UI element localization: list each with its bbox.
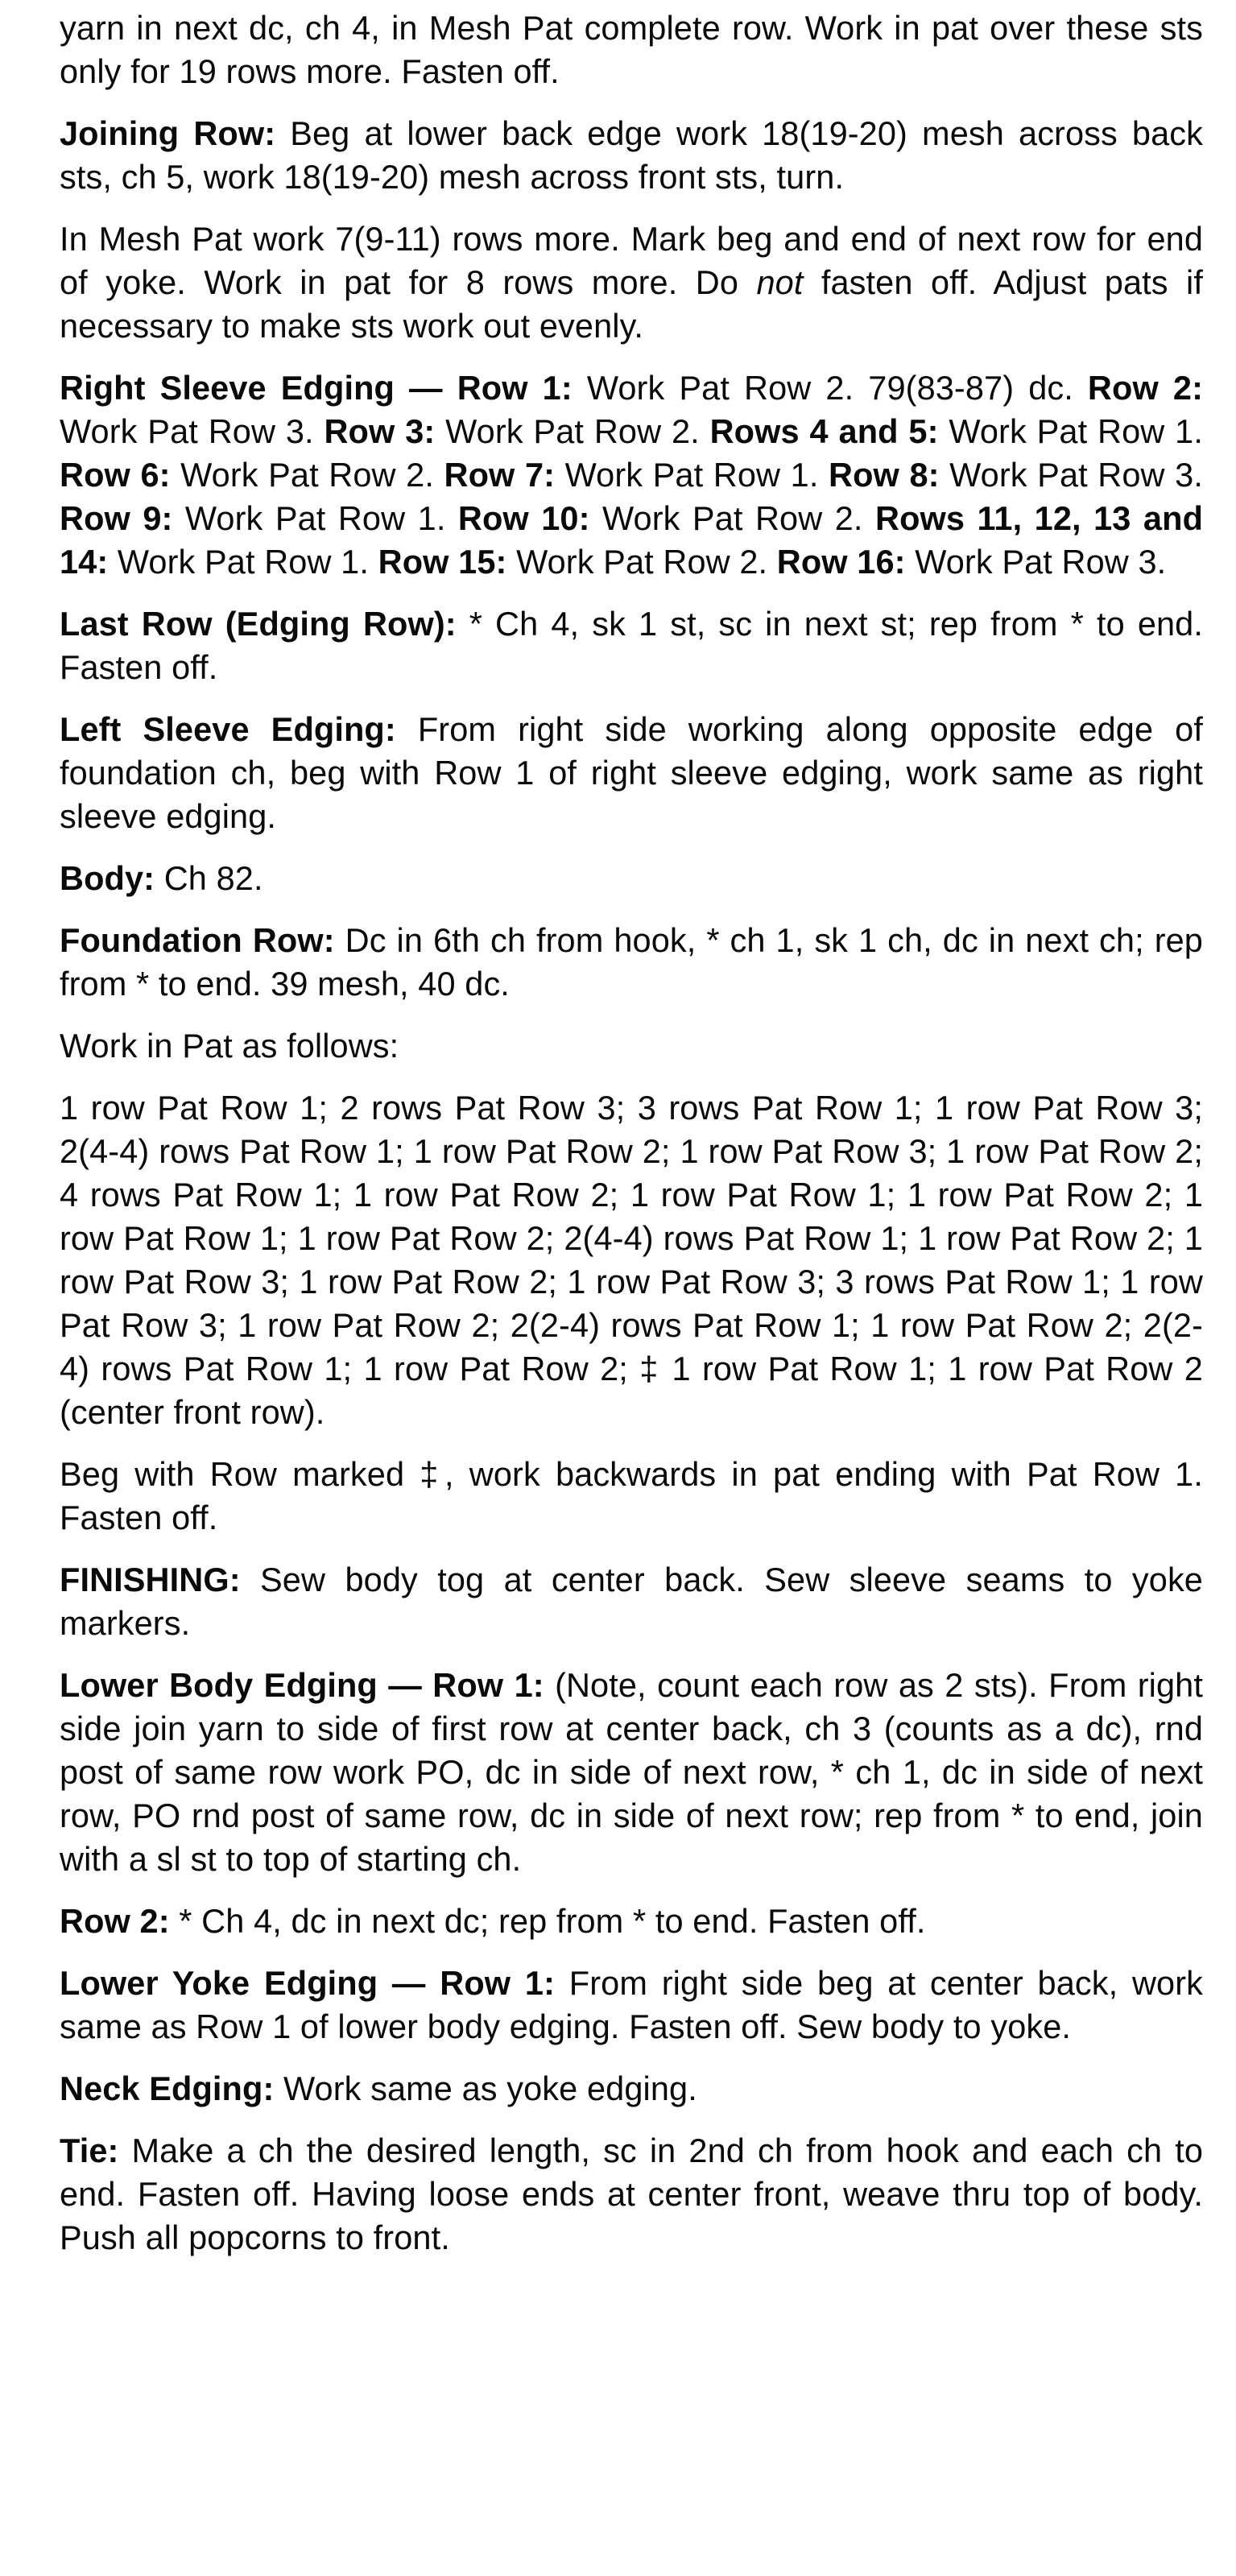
run-text: Work Pat Row 1. <box>108 543 378 581</box>
run-bold-heading: Body: <box>60 859 155 897</box>
run-text: Work Pat Row 3. <box>939 456 1203 494</box>
run-text: From right side beg at center back, work same as Row 1 of lower body edging. Fasten off. Sew body to yoke. <box>60 1964 1203 2045</box>
paragraph-right-sleeve-edging <box>60 366 1203 584</box>
run-text: (Note, count each row as 2 sts). From right side join yarn to side of first row at center back, ch 3 (counts as a dc), rnd post of same row work PO, dc in side of next row, * ch 1, dc in side of next row, PO rnd post of same row, dc in side of next row; rep from * to end, join with a sl st to top of starting ch. <box>60 1666 1203 1878</box>
run-bold-heading: Row 16: <box>776 543 906 581</box>
paragraph-lower-body-edging <box>60 1664 1203 1881</box>
run-bold-heading: Joining Row: <box>60 114 276 152</box>
run-text: Ch 82. <box>155 859 263 897</box>
run-text: Work Pat Row 2. 79(83-87) dc. <box>572 369 1088 407</box>
paragraph-mesh-continuation <box>60 6 1203 93</box>
run-text: Dc in 6th ch from hook, * ch 1, sk 1 ch, dc in next ch; rep from * to end. 39 mesh, 40 dc. <box>60 921 1203 1003</box>
run-text: * Ch 4, dc in next dc; rep from * to end. Fasten off. <box>169 1902 926 1940</box>
run-bold-heading: Lower Yoke Edging — Row 1: <box>60 1964 556 2002</box>
run-text: * Ch 4, sk 1 st, sc in next st; rep from * to end. Fasten off. <box>60 605 1203 686</box>
run-text: Work same as yoke edging. <box>274 2069 697 2107</box>
run-text: Work Pat Row 2. <box>506 543 777 581</box>
run-text: In Mesh Pat work 7(9-11) rows more. Mark beg and end of next row for end of yoke. Work in pat for 8 rows more. Do <box>60 220 1203 301</box>
run-bold-heading: Row 2: <box>1087 369 1203 407</box>
run-text: Work Pat Row 1. <box>555 456 829 494</box>
run-text: Work Pat Row 2. <box>589 499 875 537</box>
paragraph-neck-edging <box>60 2067 1203 2111</box>
run-bold-heading: Left Sleeve Edging: <box>60 710 396 748</box>
run-text: Beg at lower back edge work 18(19-20) mesh across back sts, ch 5, work 18(19-20) mesh across front sts, turn. <box>60 114 1203 196</box>
paragraph-lower-yoke-edging <box>60 1962 1203 2049</box>
run-text: Make a ch the desired length, sc in 2nd ch from hook and each ch to end. Fasten off. Having loose ends at center front, weave thru top of body. Push all popcorns to front. <box>60 2132 1203 2256</box>
run-text: Work Pat Row 1. <box>172 499 458 537</box>
run-bold-heading: Row 10: <box>457 499 590 537</box>
run-text: Work Pat Row 2. <box>435 412 710 450</box>
run-bold-heading: FINISHING: <box>60 1561 241 1598</box>
paragraph-work-in-pat <box>60 1024 1203 1068</box>
paragraph-work-backwards <box>60 1453 1203 1540</box>
run-italic: not <box>756 263 804 301</box>
run-bold-heading: Rows 4 and 5: <box>709 412 939 450</box>
paragraph-foundation-row <box>60 919 1203 1006</box>
run-bold-heading: Foundation Row: <box>60 921 335 959</box>
run-bold-heading: Row 15: <box>378 543 507 581</box>
paragraph-joining-row <box>60 112 1203 199</box>
paragraph-body <box>60 857 1203 900</box>
run-text: Work Pat Row 1. <box>938 412 1203 450</box>
run-bold-heading: Row 8: <box>829 456 940 494</box>
run-bold-heading: Last Row (Edging Row): <box>60 605 457 643</box>
run-bold-heading: Tie: <box>60 2132 119 2169</box>
paragraph-last-row-edging <box>60 602 1203 689</box>
run-bold-heading: Lower Body Edging — Row 1: <box>60 1666 544 1704</box>
paragraph-mesh-pat-rows <box>60 217 1203 348</box>
paragraph-left-sleeve-edging <box>60 708 1203 838</box>
run-text: Work Pat Row 3. <box>905 543 1167 581</box>
run-text: fasten off. Adjust pats if necessary to make sts work out evenly. <box>60 263 1203 345</box>
run-bold-heading: Row 9: <box>60 499 173 537</box>
run-text: Work Pat Row 2. <box>170 456 444 494</box>
run-text: yarn in next dc, ch 4, in Mesh Pat complete row. Work in pat over these sts only for 19 rows more. Fasten off. <box>60 9 1203 90</box>
paragraph-row-2 <box>60 1900 1203 1943</box>
run-text: From right side working along opposite edge of foundation ch, beg with Row 1 of right sleeve edging, work same as right sleeve edging. <box>60 710 1203 835</box>
run-text: Work Pat Row 3. <box>60 412 325 450</box>
run-bold-heading: Right Sleeve Edging — Row 1: <box>60 369 573 407</box>
run-text: 1 row Pat Row 1; 2 rows Pat Row 3; 3 rows Pat Row 1; 1 row Pat Row 3; 2(4-4) rows Pat Row 1; 1 row Pat Row 2; 1 row Pat Row 3; 1 row Pat Row 2; 4 rows Pat Row 1; 1 row Pat Row 2; 1 row Pat Row 1; 1 row Pat Row 2; 1 row Pat Row 1; 1 row Pat Row 2; 2(4-4) rows Pat Row 1; 1 row Pat Row 2; 1 row Pat Row 3; 1 row Pat Row 2; 1 row Pat Row 3; 3 rows Pat Row 1; 1 row Pat Row 3; 1 row Pat Row 2; 2(2-4) rows Pat Row 1; 1 row Pat Row 2; 2(2-4) rows Pat Row 1; 1 row Pat Row 2; ‡ 1 row Pat Row 1; 1 row Pat Row 2 (center front row). <box>60 1089 1203 1431</box>
run-text: Sew body tog at center back. Sew sleeve seams to yoke markers. <box>60 1561 1203 1642</box>
document-page <box>60 0 1203 2278</box>
run-bold-heading: Row 3: <box>324 412 436 450</box>
run-bold-heading: Row 2: <box>60 1902 170 1940</box>
run-text: Work in Pat as follows: <box>60 1027 399 1065</box>
paragraph-pattern-sequence <box>60 1086 1203 1434</box>
run-bold-heading: Rows 11, 12, 13 and 14: <box>60 499 1204 581</box>
paragraph-finishing <box>60 1558 1203 1645</box>
run-bold-heading: Row 7: <box>444 456 556 494</box>
run-bold-heading: Neck Edging: <box>60 2069 275 2107</box>
paragraph-tie <box>60 2129 1203 2260</box>
run-bold-heading: Row 6: <box>60 456 171 494</box>
run-text: Beg with Row marked ‡, work backwards in pat ending with Pat Row 1. Fasten off. <box>60 1455 1203 1536</box>
